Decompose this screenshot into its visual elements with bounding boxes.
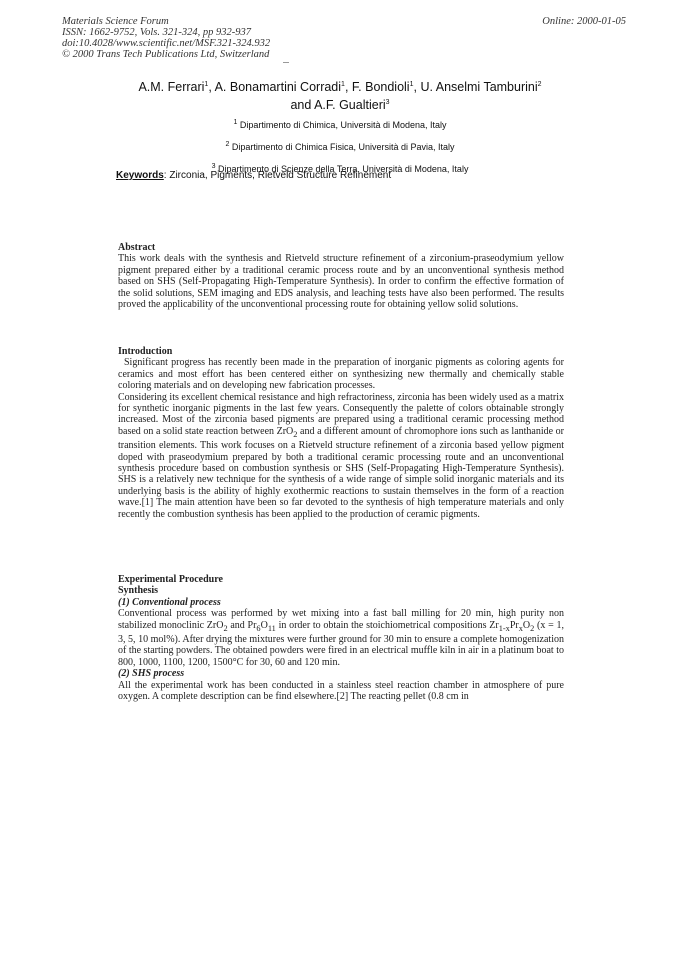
subscript: 2 [530, 623, 535, 633]
affiliation-item [100, 135, 580, 157]
affiliation-text: Dipartimento di Chimica Fisica, Università di Pavia, Italy [231, 142, 455, 152]
separator: , [413, 80, 421, 95]
conventional-paragraph [118, 608, 564, 668]
text-run: Considering its excellent chemical resistance and high refractoriness, zirconia has been widely used as a matrix for synthetic inorganic pigments in the last few years. Consequently the palette of colors obtainable strongly increased. Most of the zirconia based pigments are prepared using a traditional ceramic processing method based on a solid state reaction between ZrO [118, 391, 564, 437]
keywords-line [116, 170, 391, 181]
keywords-text: : Zirconia, Pigments, Rietveld Structure Refinement [163, 170, 392, 181]
text-run: O [522, 619, 531, 631]
experimental-heading: Experimental Procedure [118, 574, 223, 585]
subscript: 1-x [498, 623, 510, 633]
text-run: Pr [509, 619, 519, 631]
author-name: A. Bonamartini Corradi [214, 80, 342, 95]
text-run: Conventional process was performed by wet mixing into a fast ball milling for 20 min, high purity non stabilized monoclinic ZrO [118, 608, 564, 631]
separator: , [344, 80, 352, 95]
affiliation-marker: 1 [409, 81, 414, 88]
text-run: in order to obtain the stoichiometrical compositions Zr [275, 619, 499, 631]
author-name: A.M. Ferrari [138, 80, 205, 95]
affiliation-marker: 2 [537, 81, 542, 88]
introduction-paragraph: Significant progress has recently been made in the preparation of inorganic pigments as coloring agents for ceramics and most effort has been centered either on synthesizing new thermally and chemically stable coloring materials and on developing new fabrication processes. [118, 357, 564, 392]
author-list [80, 77, 600, 113]
abstract-heading: Abstract [118, 242, 156, 253]
experimental-section [118, 574, 564, 702]
introduction-paragraph [118, 392, 564, 520]
abstract-section [118, 242, 564, 310]
journal-name: Materials Science Forum [62, 16, 169, 27]
issn-line: ISSN: 1662-9752, Vols. 321-324, pp 932-937 [62, 27, 251, 38]
affiliation-marker: 2 [225, 141, 230, 148]
text-run: (x = 1, 3, 5, 10 mol%). After drying the mixtures were further ground for 30 min to ensure a complete homogenization of the starting powders. The obtained powders were fired in an electrical muffle kiln in air in a platinum boat to 800, 1000, 1100, 1200, 1500°C for 30, 60 and 120 min. [118, 619, 564, 668]
synthesis-heading: Synthesis [118, 585, 159, 597]
online-date: Online: 2000-01-05 [542, 16, 626, 27]
publication-header [62, 16, 270, 60]
introduction-section [118, 346, 564, 520]
subscript: x [518, 623, 523, 633]
author-name: U. Anselmi Tamburini [420, 80, 538, 95]
subscript: 2 [293, 429, 298, 439]
separator: , [208, 80, 215, 95]
subscript: 11 [267, 623, 276, 633]
affiliation-marker: 1 [341, 81, 345, 88]
affiliation-marker: 1 [204, 81, 209, 88]
doi-link[interactable]: doi:10.4028/www.scientific.net/MSF.321-324.932 [62, 38, 271, 49]
author-name: A.F. Gualtieri [314, 98, 386, 113]
divider-mark [283, 62, 289, 63]
conventional-heading: (1) Conventional process [118, 596, 221, 608]
shs-paragraph: All the experimental work has been conducted in a stainless steel reaction chamber in atmosphere of pure oxygen. A complete description can be find elsewhere.[2] The reacting pellet (0.8 cm in [118, 679, 564, 703]
conjunction: and [290, 98, 315, 113]
affiliation-marker: 3 [211, 163, 216, 170]
shs-heading: (2) SHS process [118, 668, 185, 680]
author-name: F. Bondioli [351, 80, 410, 95]
subscript: 6 [256, 623, 261, 633]
copyright-line: © 2000 Trans Tech Publications Ltd, Switzerland [62, 49, 270, 60]
text-run: O [260, 619, 268, 631]
affiliation-marker: 3 [385, 99, 390, 107]
abstract-text: This work deals with the synthesis and Rietveld structure refinement of a zirconium-praseodymium yellow pigment prepared either by a traditional ceramic process route and by an unconventional synthesis method based on SHS (Self-Propagating High-Temperature Synthesis). In order to confirm the effective formation of the solid solutions, SEM imaging and EDS analysis, and leaching tests have also been performed. The results proved the applicability of the unconventional processing route for obtaining yellow solid solutions. [118, 253, 564, 311]
affiliation-marker: 1 [233, 119, 238, 126]
affiliation-text: Dipartimento di Scienze della Terra, Università di Modena, Italy [217, 164, 469, 174]
text-run: and Pr [227, 619, 257, 631]
text-run: and a different amount of chromophore ions such as lanthanide or transition elements. This work focuses on a Rietveld structure refinement of a zirconia based yellow pigment doped with praseodymium prepared by both a traditional ceramic processing route and an unconventional synthesis procedure based on combustion synthesis or SHS (Self-Propagating High-Temperature Synthesis). SHS is a relatively new technique for the synthesis of a wide range of simple solid inorganic materials and its underlying basis is the ability of highly exothermic reactions to sustain themselves in the form of a reaction wave.[1] The main attention have been so far devoted to the synthesis of high temperature materials and only recently the combustion synthesis has been applied to the production of ceramic pigments. [118, 425, 564, 520]
introduction-heading: Introduction [118, 346, 173, 357]
keywords-label: Keywords [116, 170, 164, 181]
subscript: 2 [223, 623, 228, 633]
affiliation-item [100, 113, 580, 135]
affiliation-text: Dipartimento di Chimica, Università di Modena, Italy [239, 120, 447, 130]
